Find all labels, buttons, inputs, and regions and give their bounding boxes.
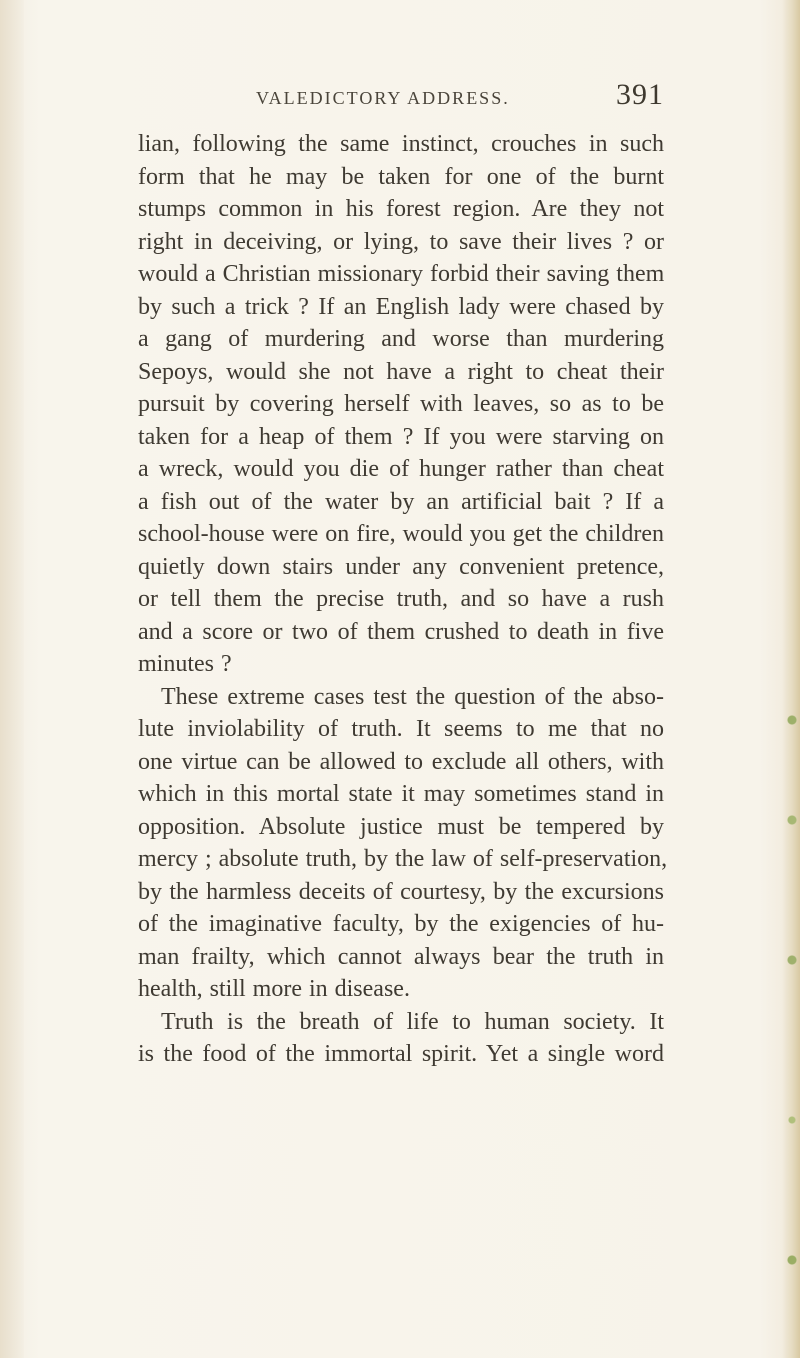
page-left-margin-shading bbox=[0, 0, 24, 1358]
page-spine-edge bbox=[782, 0, 800, 1358]
paragraph-first-line: These extreme cases test the question of the abso- bbox=[161, 683, 664, 710]
text-line: lute inviolability of truth. It seems to me that no bbox=[138, 716, 664, 742]
text-line: a gang of murdering and worse than murdering bbox=[138, 326, 664, 352]
page-number: 391 bbox=[616, 78, 664, 111]
body-text bbox=[138, 128, 668, 1071]
text-line: would a Christian missionary forbid their saving them bbox=[138, 261, 665, 287]
text-line: which in this mortal state it may sometimes stand in bbox=[138, 781, 664, 807]
text-line: is the food of the immortal spirit. Yet a single word bbox=[138, 1041, 664, 1067]
text-line: a fish out of the water by an artificial bait ? If a bbox=[138, 488, 664, 515]
text-line: pursuit by covering herself with leaves, so as to be bbox=[138, 391, 664, 417]
text-line: lian, following the same instinct, crouches in such bbox=[138, 131, 664, 157]
text-line: mercy ; absolute truth, by the law of self-preservation, bbox=[138, 846, 668, 872]
text-line: man frailty, which cannot always bear the truth in bbox=[138, 943, 664, 970]
running-head-title: VALEDICTORY ADDRESS. bbox=[256, 88, 510, 108]
text-line: and a score or two of them crushed to death in five bbox=[138, 618, 664, 645]
text-line: school-house were on fire, would you get the children bbox=[138, 521, 664, 547]
text-line: taken for a heap of them ? If you were starving on bbox=[138, 423, 664, 450]
text-line: right in deceiving, or lying, to save their lives ? or bbox=[138, 228, 664, 255]
paragraph-end-line: health, still more in disease. bbox=[138, 976, 410, 1002]
text-line: by such a trick ? If an English lady were chased by bbox=[138, 293, 664, 320]
text-line: one virtue can be allowed to exclude all others, with bbox=[138, 748, 664, 775]
spine-stain-marks bbox=[787, 700, 797, 1340]
text-line: by the harmless deceits of courtesy, by the excursions bbox=[138, 878, 664, 905]
text-line: stumps common in his forest region. Are they not bbox=[138, 196, 664, 222]
text-line: of the imaginative faculty, by the exigencies of hu- bbox=[138, 911, 664, 937]
text-line: Sepoys, would she not have a right to cheat their bbox=[138, 358, 664, 385]
text-line: or tell them the precise truth, and so have a rush bbox=[138, 586, 664, 612]
text-line: quietly down stairs under any convenient pretence, bbox=[138, 553, 664, 580]
paragraph-end-line: minutes ? bbox=[138, 651, 232, 677]
text-line: form that he may be taken for one of the burnt bbox=[138, 163, 664, 190]
paragraph-first-line: Truth is the breath of life to human society. It bbox=[161, 1008, 664, 1035]
text-line: a wreck, would you die of hunger rather than cheat bbox=[138, 456, 664, 482]
text-line: opposition. Absolute justice must be tempered by bbox=[138, 813, 664, 840]
